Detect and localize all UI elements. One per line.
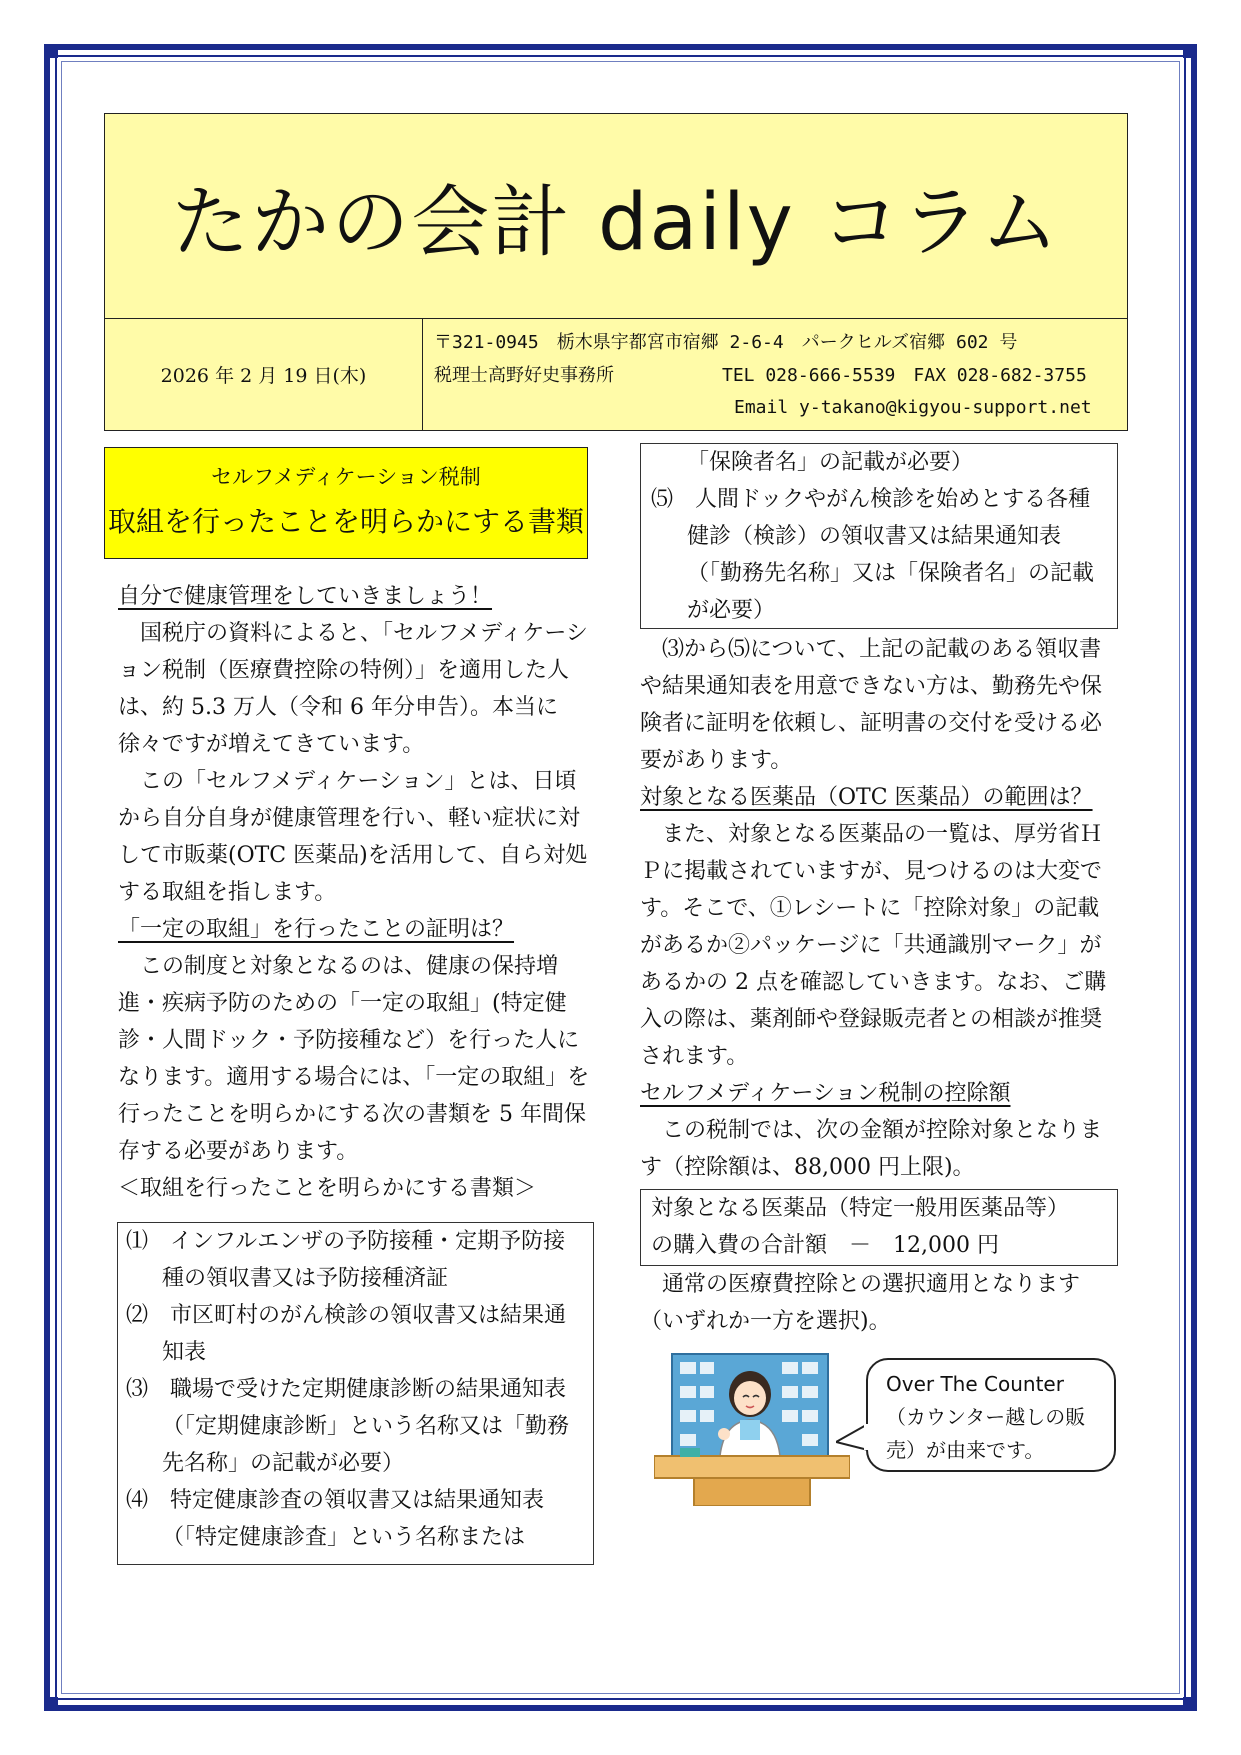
list-heading: ＜取組を行ったことを明らかにする書類＞	[118, 1176, 537, 1201]
section-heading: セルフメディケーション税制の控除額	[640, 1081, 1011, 1106]
office-contact	[422, 318, 1127, 431]
documents-list-box	[117, 1222, 594, 1565]
corner-ornament	[1183, 1697, 1197, 1711]
deduction-formula-box	[640, 1189, 1118, 1266]
list-item: ⑵ 市区町村のがん検診の領収書又は結果通知表	[126, 1303, 567, 1365]
issue-date: 2026 年 2 月 19 日(木)	[105, 318, 423, 431]
newsletter-header	[104, 113, 1128, 431]
paragraph: また、対象となる医薬品の一覧は、厚労省ＨＰに掲載されていますが、見つけるのは大変です。そこで、①レシートに「控除対象」の記載があるか②パッケージに「共通識別マーク」があるかの 2 点を確認していきます。なお、ご購入の際は、薬剤師や登録販売者との相談が推奨されます。	[640, 822, 1107, 1069]
formula-line: 対象となる医薬品（特定一般用医薬品等）	[651, 1196, 1070, 1221]
corner-ornament	[44, 1697, 58, 1711]
speech-bubble: Over The Counter（カウンター越しの販売）が由来です。	[866, 1358, 1116, 1472]
corner-ornament	[44, 44, 58, 58]
feature-subtitle: セルフメディケーション税制	[211, 465, 481, 489]
tel-fax: TEL 028-666-5539 FAX 028-682-3755	[722, 365, 1087, 386]
paragraph: この制度と対象となるのは、健康の保持増進・疾病予防のための「一定の取組」(特定健診・人間ドック・予防接種など）を行った人になります。適用する場合には、「一定の取組」を行ったことを明らかにする次の書類を 5 年間保存する必要があります。	[118, 954, 590, 1164]
office-name: 税理士高野好史事務所	[434, 365, 614, 386]
newsletter-title: たかの会計 daily コラム	[105, 114, 1127, 319]
list-item: ⑶ 職場で受けた定期健康診断の結果通知表（「定期健康診断」という名称又は「勤務先名称」の記載が必要）	[126, 1377, 570, 1476]
speech-bubble-tail-mask	[864, 1424, 870, 1450]
feature-title: 取組を行ったことを明らかにする書類	[107, 505, 584, 538]
paragraph: 国税庁の資料によると、「セルフメディケーション税制（医療費控除の特例）」を適用した人は、約 5.3 万人（令和 6 年分申告）。本当に徐々ですが増えてきています。	[118, 621, 588, 757]
right-column	[640, 631, 1118, 1186]
documents-list-continued-box	[640, 443, 1118, 629]
postal-address: 〒321-0945 栃木県宇都宮市宿郷 2-6-4 パークヒルズ宿郷 602 号	[434, 332, 1018, 353]
paragraph: この税制では、次の金額が控除対象となります（控除額は、88,000 円上限)。	[640, 1118, 1103, 1180]
corner-ornament	[1183, 44, 1197, 58]
list-item: ⑴ インフルエンザの予防接種・定期予防接種の領収書又は予防接種済証	[126, 1229, 566, 1291]
paragraph: この「セルフメディケーション」とは、日頃から自分自身が健康管理を行い、軽い症状に対して市販薬(OTC 医薬品)を活用して、自ら対処する取組を指します。	[118, 769, 588, 905]
email-address[interactable]: Email y-takano@kigyou-support.net	[734, 397, 1092, 418]
right-column-end	[640, 1266, 1118, 1340]
list-item: ⑸ 人間ドックやがん検診を始めとする各種健診（検診）の領収書又は結果通知表（「勤務先名称」又は「保険者名」の記載が必要）	[651, 487, 1095, 623]
paragraph: ⑶から⑸について、上記の記載のある領収書や結果通知表を用意できない方は、勤務先や保険者に証明を依頼し、証明書の交付を受ける必要があります。	[640, 637, 1103, 773]
feature-title-box	[104, 447, 588, 559]
list-item: ⑷ 特定健康診査の領収書又は結果通知表（「特定健康診査」という名称または	[126, 1488, 545, 1550]
pharmacist-illustration	[654, 1352, 850, 1506]
list-item-continued: 「保険者名」の記載が必要）	[687, 450, 974, 475]
section-heading: 自分で健康管理をしていきましょう！	[118, 584, 493, 609]
left-column	[118, 578, 596, 1207]
section-heading: 「一定の取組」を行ったことの証明は？	[118, 917, 515, 942]
section-heading: 対象となる医薬品（OTC 医薬品）の範囲は？	[640, 785, 1093, 810]
formula-line: の購入費の合計額 － 12,000 円	[651, 1233, 999, 1258]
paragraph: 通常の医療費控除との選択適用となります（いずれか一方を選択)。	[640, 1272, 1081, 1334]
